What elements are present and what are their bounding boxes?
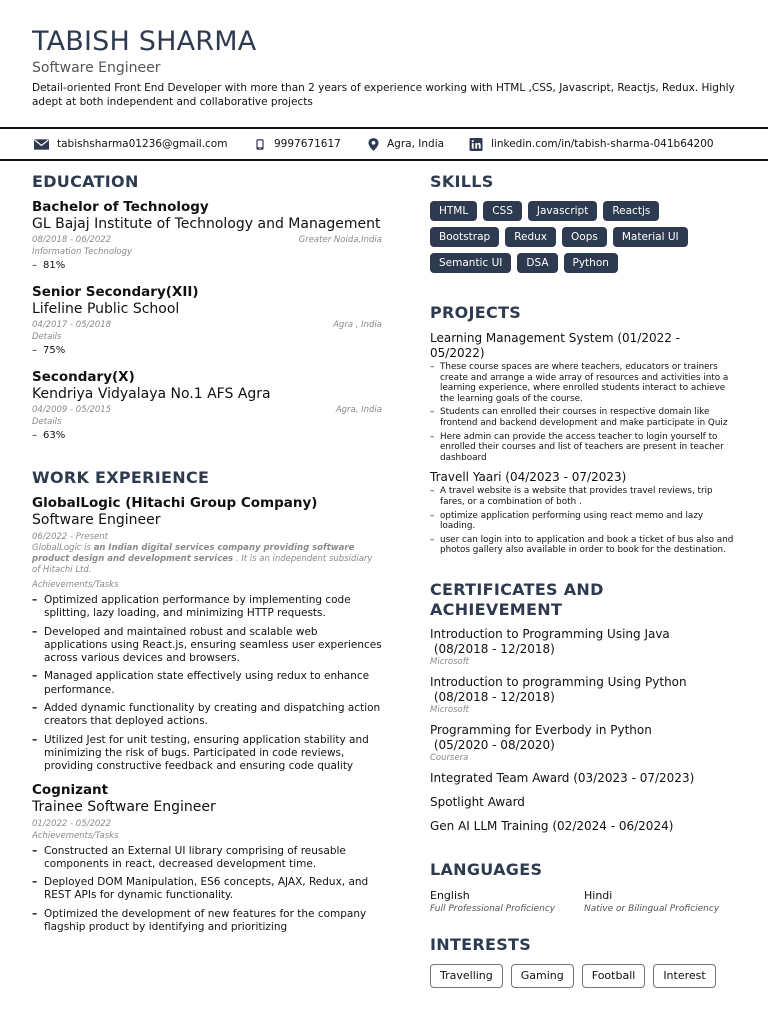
skill-tag: Reactjs: [603, 201, 659, 221]
projects-section: [430, 303, 738, 556]
company-name: Cognizant: [32, 781, 109, 798]
task-item: – Developed and maintained robust and scalable web applications using React.js, ensuring seamless user experiences across various devices and browsers.: [32, 625, 382, 665]
job-position: Software Engineer: [32, 512, 161, 528]
cert-title: Introduction to programming Using Python: [430, 674, 687, 689]
award-item: Gen AI LLM Training (02/2024 - 06/2024): [430, 818, 674, 833]
edu-school: Kendriya Vidyalaya No.1 AFS Agra: [32, 386, 271, 402]
certificate-item: [430, 675, 738, 716]
job-dates: 06/2022 - Present: [32, 532, 109, 542]
desc-pre: GlobalLogic is: [32, 543, 94, 553]
edu-location: Agra , India: [333, 320, 382, 330]
interest-tag: Football: [582, 964, 646, 988]
contact-email[interactable]: [34, 137, 227, 151]
task-item: – Added dynamic functionality by creating and dispatching action creators that deployed actions.: [32, 702, 381, 728]
task-list: [32, 845, 382, 935]
skills-list: [430, 201, 720, 273]
edu-school: Lifeline Public School: [32, 301, 180, 317]
job-item: [32, 495, 382, 774]
phone-text[interactable]: 9997671617: [274, 138, 341, 150]
education-item: [32, 369, 382, 442]
cert-dates: (08/2018 - 12/2018): [430, 689, 555, 704]
left-column: [32, 172, 382, 939]
desc-post: . It is an independent subsidiary of Hitachi Ltd.: [32, 554, 373, 575]
language-item: [584, 889, 738, 915]
skills-title: SKILLS: [430, 172, 494, 191]
skill-tag: Semantic UI: [430, 253, 511, 273]
education-title: EDUCATION: [32, 172, 139, 191]
tasks-label: Achievements/Tasks: [32, 580, 119, 590]
task-list: [32, 594, 382, 774]
edu-detail: – 63%: [32, 430, 66, 441]
skill-tag: HTML: [430, 201, 477, 221]
projects-title: PROJECTS: [430, 303, 522, 322]
language-level: Native or Bilingual Proficiency: [584, 903, 720, 914]
project-item: [430, 470, 738, 556]
profile-summary: Detail-oriented Front End Developer with more than 2 years of experience working with HTML ,CSS, Javascript, Reactjs, Redux. Highly adept at both independent and collaborative projects: [32, 82, 735, 108]
point-text: Here admin can provide the access teacher to login yourself to enrolled their courses and list of teachers are present in teacher dashboard: [440, 431, 724, 463]
work-section: [32, 468, 382, 934]
project-point: – optimize application performing using react memo and lazy loading.: [430, 511, 738, 532]
point-text: Students can enrolled their courses in respective domain like frontend and backend development and make participate in Quiz: [440, 407, 728, 428]
project-title: Travell Yaari (04/2023 - 07/2023): [430, 470, 627, 485]
task-item: – Optimized the development of new features for the company flagship product by identifying and prioritizing: [32, 908, 382, 935]
location-pin-icon: [368, 138, 379, 151]
task-text: Deployed DOM Manipulation, ES6 concepts, AJAX, Redux, and REST APIs for dynamic functionality.: [44, 876, 369, 902]
languages-section: [430, 860, 738, 915]
language-name: English: [430, 888, 470, 902]
job-position: Trainee Software Engineer: [32, 798, 216, 815]
skill-tag: Python: [564, 253, 618, 273]
interest-tag: Interest: [653, 964, 715, 988]
cert-issuer: Microsoft: [430, 704, 470, 715]
company-description: [32, 543, 382, 576]
resume-header: [32, 26, 742, 109]
project-point: – These course spaces are where teachers, educators or trainers create and arrange a wide array of resources and activities into a learning experience, where enrolled students interact to achieve the learning goals of the course.: [430, 362, 738, 404]
task-text: Utilized Jest for unit testing, ensuring application stability and minimizing the risk of bugs. Participated in code reviews, providing constructive feedback and ensuring code quality: [44, 733, 369, 773]
contact-phone[interactable]: [254, 137, 341, 151]
cert-title: Introduction to Programming Using Java: [430, 626, 670, 641]
task-item: – Managed application state effectively using redux to enhance performance.: [32, 670, 382, 697]
edu-score: 75%: [43, 345, 66, 356]
task-text: Constructed an External UI library comprising of reusable components in react, decreased development time.: [44, 844, 346, 870]
skill-tag: Redux: [505, 227, 556, 247]
project-points: [430, 362, 738, 463]
envelope-icon: [34, 138, 49, 151]
edu-degree: Senior Secondary(XII): [32, 284, 199, 300]
desc-bold: an Indian digital services company providing software product design and development services: [32, 543, 355, 564]
task-item: – Constructed an External UI library comprising of reusable components in react, decreased development time.: [32, 845, 382, 872]
candidate-name: TABISH SHARMA: [32, 26, 257, 57]
location-text: Agra, India: [387, 138, 445, 150]
skill-tag: Material UI: [613, 227, 688, 247]
edu-detail: – 81%: [32, 260, 66, 271]
project-point: – Here admin can provide the access teacher to login yourself to enrolled their courses and list of teachers are present in teacher dashboard: [430, 432, 738, 464]
task-text: Added dynamic functionality by creating and dispatching action creators that deployed actions.: [44, 702, 381, 728]
interest-tag: Travelling: [430, 964, 503, 988]
point-text: These course spaces are where teachers, educators or trainers create and arrange a wide array of resources and activities into a learning experience, where enrolled students interact to achieve the learning goals of the course.: [440, 362, 729, 404]
languages-title: LANGUAGES: [430, 859, 543, 879]
edu-degree: Secondary(X): [32, 369, 135, 385]
task-item: – Optimized application performance by implementing code splitting, lazy loading, and minimizing HTTP requests.: [32, 594, 382, 621]
cert-issuer: Coursera: [430, 752, 469, 763]
skill-tag: Oops: [562, 227, 607, 247]
work-title: WORK EXPERIENCE: [32, 468, 210, 487]
company-name: GlobalLogic (Hitachi Group Company): [32, 495, 318, 511]
project-title: Learning Management System (01/2022 - 05/2022): [430, 331, 681, 360]
edu-score: 63%: [43, 430, 66, 441]
linkedin-icon: [469, 138, 483, 151]
edu-detail: – 75%: [32, 345, 66, 356]
interests-title: INTERESTS: [430, 934, 532, 954]
task-text: Optimized the development of new features for the company flagship product by identifying and prioritizing: [44, 907, 367, 934]
tasks-label: Achievements/Tasks: [32, 830, 119, 841]
project-point: – user can login into to application and book a ticket of bus also and photos gallery also available in order to book for the destination.: [430, 535, 738, 556]
job-item: [32, 782, 382, 935]
certificate-item: [430, 627, 738, 668]
language-name: Hindi: [584, 888, 613, 902]
point-text: user can login into to application and book a ticket of bus also and photos gallery also available in order to book for the destination.: [440, 534, 734, 556]
contact-bar: [0, 127, 768, 161]
email-text[interactable]: tabishsharma01236@gmail.com: [57, 138, 228, 150]
cert-dates: (08/2018 - 12/2018): [430, 641, 555, 656]
certificates-section: [430, 580, 738, 834]
point-text: A travel website is a website that provides travel reviews, trip fares, or a combination of both .: [440, 486, 713, 507]
project-point: – A travel website is a website that provides travel reviews, trip fares, or a combination of both .: [430, 486, 738, 507]
skill-tag: Bootstrap: [430, 227, 499, 247]
award-item: Integrated Team Award (03/2023 - 07/2023): [430, 770, 695, 785]
education-item: [32, 284, 382, 357]
edu-label: Details: [32, 332, 62, 342]
certificate-item: [430, 723, 738, 764]
cert-issuer: Microsoft: [430, 656, 470, 667]
point-text: optimize application performing using react memo and lazy loading.: [440, 510, 704, 532]
edu-label: Information Technology: [32, 247, 133, 257]
edu-meta: [32, 234, 382, 246]
education-item: [32, 199, 382, 272]
edu-label: Details: [32, 417, 62, 427]
contact-linkedin[interactable]: [469, 137, 714, 151]
job-dates: 01/2022 - 05/2022: [32, 818, 112, 829]
skill-tag: Javascript: [528, 201, 597, 221]
certificates-title: CERTIFICATES AND ACHIEVEMENT: [430, 579, 604, 619]
skill-tag: DSA: [517, 253, 557, 273]
edu-degree: Bachelor of Technology: [32, 199, 209, 215]
task-text: Developed and maintained robust and scalable web applications using React.js, ensuring seamless user experiences across various devices and browsers.: [44, 625, 382, 665]
language-item: [430, 889, 584, 915]
edu-dates: 08/2018 - 06/2022: [32, 235, 112, 245]
cert-title: Programming for Everbody in Python: [430, 722, 652, 737]
edu-location: Agra, India: [335, 405, 382, 415]
edu-location: Greater Noida,India: [298, 235, 382, 245]
task-item: – Utilized Jest for unit testing, ensuring application stability and minimizing the risk of bugs. Participated in code reviews, providing constructive feedback and ensuring code quality: [32, 734, 382, 774]
education-section: [32, 172, 382, 442]
interest-tag: Gaming: [511, 964, 574, 988]
project-point: – Students can enrolled their courses in respective domain like frontend and backend development and make participate in Quiz: [430, 407, 738, 428]
language-level: Full Professional Proficiency: [430, 903, 556, 914]
project-item: [430, 331, 738, 463]
languages-list: [430, 889, 738, 915]
interests-section: [430, 935, 738, 988]
edu-score: 81%: [43, 260, 66, 271]
task-text: Optimized application performance by implementing code splitting, lazy loading, and minimizing HTTP requests.: [44, 594, 351, 620]
candidate-role: Software Engineer: [32, 60, 161, 76]
interests-list: [430, 964, 738, 988]
edu-dates: 04/2017 - 05/2018: [32, 320, 112, 330]
edu-meta: [32, 404, 382, 416]
skills-section: [430, 172, 738, 273]
edu-school: GL Bajaj Institute of Technology and Management: [32, 216, 381, 232]
cert-dates: (05/2020 - 08/2020): [430, 737, 555, 752]
skill-tag: CSS: [483, 201, 522, 221]
right-column: [430, 172, 738, 988]
contact-location: [368, 137, 444, 151]
edu-dates: 04/2009 - 05/2015: [32, 405, 112, 415]
task-text: Managed application state effectively using redux to enhance performance.: [44, 670, 370, 696]
project-points: [430, 486, 738, 556]
edu-meta: [32, 319, 382, 331]
linkedin-text[interactable]: linkedin.com/in/tabish-sharma-041b64200: [491, 138, 714, 150]
award-item: Spotlight Award: [430, 794, 525, 809]
task-item: – Deployed DOM Manipulation, ES6 concepts, AJAX, Redux, and REST APIs for dynamic functionality.: [32, 876, 382, 903]
phone-icon: [254, 138, 266, 151]
